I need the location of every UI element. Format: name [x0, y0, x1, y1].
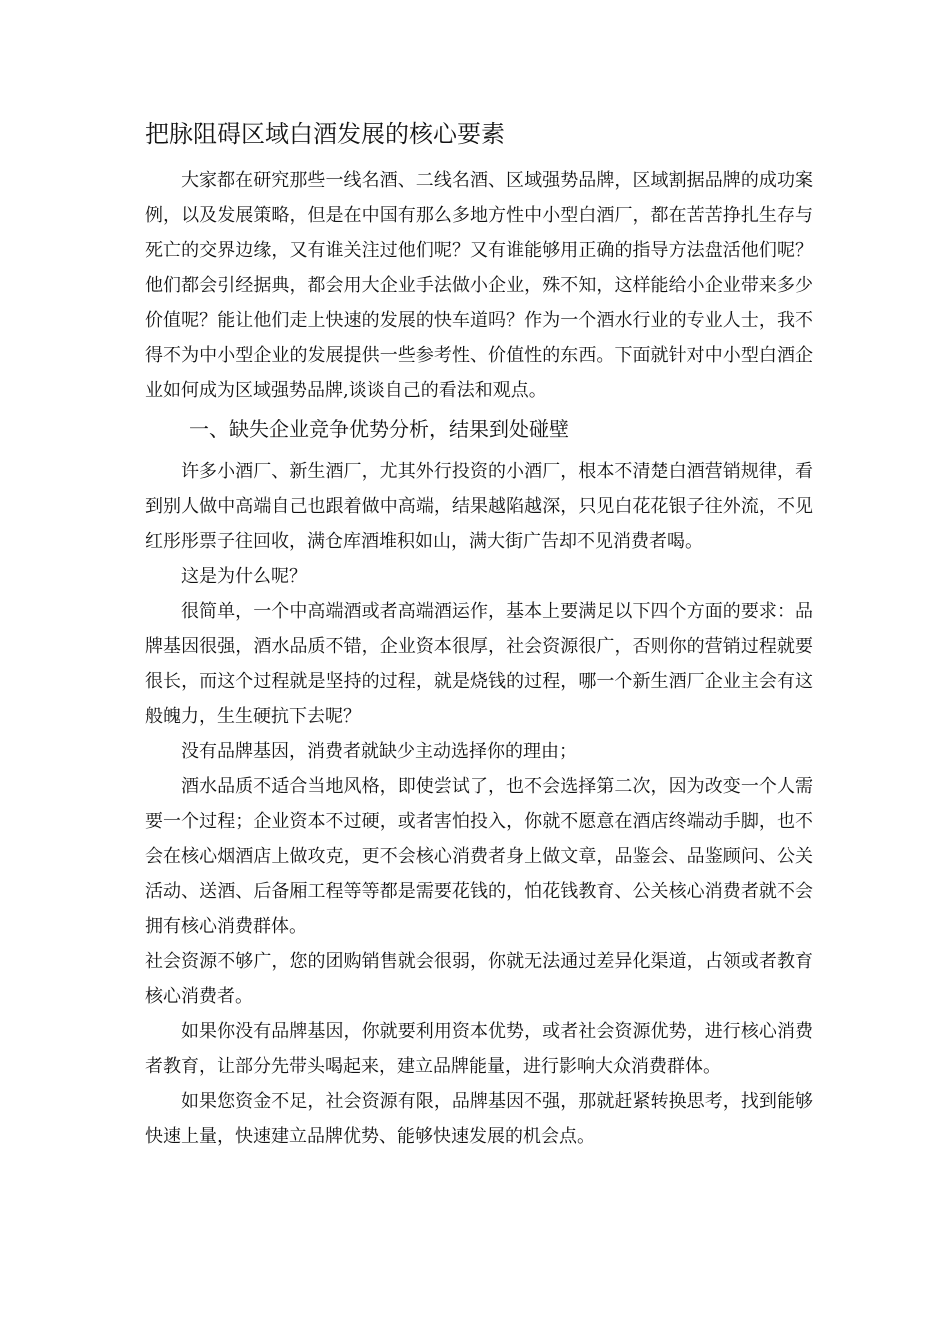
section-heading-1: 一、缺失企业竞争优势分析，结果到处碰壁 [189, 417, 569, 441]
document-title: 把脉阻碍区域白酒发展的核心要素 [145, 120, 505, 148]
paragraph-insufficient-funds: 如果您资金不足，社会资源有限，品牌基因不强，那就赶紧转换思考，找到能够快速上量，快速建立品牌优势、能够快速发展的机会点。 [145, 1091, 813, 1147]
paragraph-intro: 大家都在研究那些一线名酒、二线名酒、区域强势品牌，区域割据品牌的成功案例，以及发展策略，但是在中国有那么多地方性中小型白酒厂，都在苦苦挣扎生存与死亡的交界边缘，又有谁关注过他们呢？又有谁能够用正确的指导方法盘活他们呢？他们都会引经据典，都会用大企业手法做小企业，殊不知，这样能给小企业带来多少价值呢？能让他们走上快速的发展的快车道吗？作为一个酒水行业的专业人士，我不得不为中小型企业的发展提供一些参考性、价值性的东西。下面就针对中小型白酒企业如何成为区域强势品牌,谈谈自己的看法和观点。 [145, 170, 813, 401]
paragraph-quality-capital: 酒水品质不适合当地风格，即使尝试了，也不会选择第二次，因为改变一个人需要一个过程；企业资本不过硬，或者害怕投入，你就不愿意在酒店终端动手脚，也不会在核心烟酒店上做攻克，更不会核心消费者身上做文章，品鉴会、品鉴顾问、公关活动、送酒、后备厢工程等等都是需要花钱的，怕花钱教育、公关核心消费者就不会拥有核心消费群体。 [145, 776, 813, 937]
paragraph-four-requirements: 很简单，一个中高端酒或者高端酒运作，基本上要满足以下四个方面的要求：品牌基因很强，酒水品质不错，企业资本很厚，社会资源很广，否则你的营销过程就要很长，而这个过程就是坚持的过程，就是烧钱的过程，哪一个新生酒厂企业主会有这般魄力，生生硬抗下去呢？ [145, 601, 813, 727]
paragraph-social-resources: 社会资源不够广，您的团购销售就会很弱，你就无法通过差异化渠道，占领或者教育核心消费者。 [145, 951, 813, 1007]
paragraph-brand-gene: 没有品牌基因，消费者就缺少主动选择你的理由； [181, 741, 577, 762]
paragraph-no-brand-gene: 如果你没有品牌基因，你就要利用资本优势，或者社会资源优势，进行核心消费者教育，让部分先带头喝起来，建立品牌能量，进行影响大众消费群体。 [145, 1021, 813, 1077]
paragraph-small-breweries: 许多小酒厂、新生酒厂，尤其外行投资的小酒厂，根本不清楚白酒营销规律，看到别人做中高端自己也跟着做中高端，结果越陷越深，只见白花花银子往外流，不见红彤彤票子往回收，满仓库酒堆积如山，满大街广告却不见消费者喝。 [145, 461, 813, 552]
document-body [145, 163, 813, 1154]
paragraph-question: 这是为什么呢？ [181, 566, 307, 587]
